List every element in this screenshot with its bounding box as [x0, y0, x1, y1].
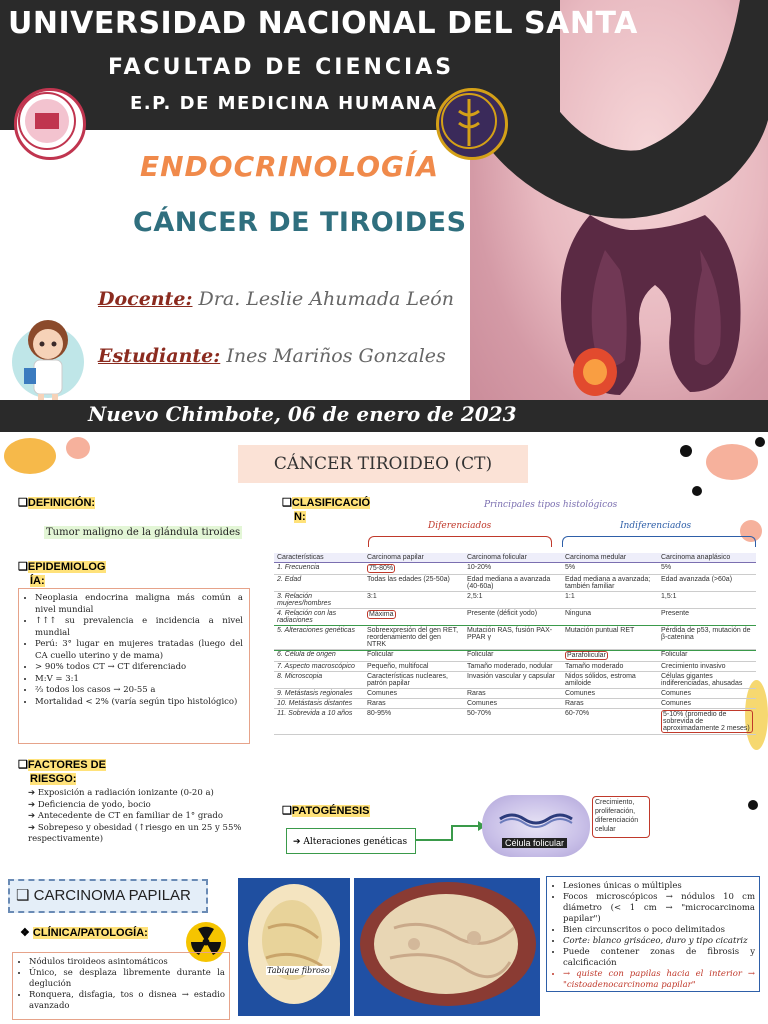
classification-table-wrapper — [274, 553, 756, 795]
table-cell: 50-70% — [464, 709, 562, 735]
table-cell: Pérdida de p53, mutación de β-catenina — [658, 626, 756, 650]
table-cell: Crecimiento invasivo — [658, 662, 756, 672]
papilar-title: ❑ CARCINOMA PAPILAR — [8, 879, 208, 913]
table-cell: Mutación RAS, fusión PAX-PPAR γ — [464, 626, 562, 650]
cover-slide — [0, 0, 768, 432]
checkbox-icon: ❑ — [16, 887, 30, 904]
list-item: • Perú: 3° lugar en mujeres tratadas (luego del CA cuello uterino y de mama) — [35, 639, 243, 662]
factores-list — [28, 788, 264, 846]
list-item: • Nódulos tiroideos asintomáticos — [29, 957, 225, 968]
clinica-box — [12, 952, 230, 1020]
table-row — [274, 563, 756, 575]
photo-label: Tabique fibroso — [267, 966, 330, 975]
teacher-name: Dra. Leslie Ahumada León — [198, 288, 454, 310]
table-cell: Características nucleares, patrón papilar — [364, 672, 464, 689]
definicion-heading: ❑DEFINICIÓN: — [18, 497, 96, 509]
table-cell: Edad mediana a avanzada; también familiar — [562, 575, 658, 592]
table-cell: 1,5:1 — [658, 592, 756, 609]
list-item: ➔ Sobrepeso y obesidad (↑riesgo en un 25 y 55% respectivamente) — [28, 822, 242, 844]
patogenesis-heading: ❑PATOGÉNESIS — [282, 805, 370, 817]
specimen-photo-2 — [354, 878, 540, 1016]
list-item: • Puede contener zonas de fibrosis y calcificación — [563, 947, 755, 969]
table-cell: Folicular — [658, 650, 756, 662]
table-cell: Comunes — [658, 699, 756, 709]
teacher-label: Docente: — [98, 288, 193, 310]
decor-blob — [66, 437, 90, 459]
table-header: Carcinoma anaplásico — [658, 553, 756, 563]
classification-table — [274, 553, 756, 735]
list-item: • ⅔ todos los casos → 20-55 a — [35, 685, 243, 697]
medicine-school-logo — [436, 88, 508, 160]
checkbox-icon: ❑ — [282, 805, 292, 817]
arrow-icon — [416, 820, 488, 844]
follicular-cell-diagram — [482, 795, 590, 857]
table-cell: 75-80% — [364, 563, 464, 575]
decor-dot — [755, 437, 765, 447]
papilar-features-box — [546, 876, 760, 992]
bracket-indiferenciados — [562, 536, 756, 547]
table-row — [274, 699, 756, 709]
table-row — [274, 609, 756, 626]
list-item: • ↑↑↑ su prevalencia e incidencia a nivel mundial — [35, 616, 243, 639]
list-item: • → quiste con papilas hacia el interior → "cistoadenocarcinoma papilar" — [563, 969, 755, 991]
row-label: 5. Alteraciones genéticas — [274, 626, 364, 650]
student-line — [98, 345, 446, 367]
table-cell: Comunes — [562, 689, 658, 699]
row-label: 2. Edad — [274, 575, 364, 592]
checkbox-icon: ❑ — [18, 497, 28, 509]
list-item: • Mortalidad < 2% (varía según tipo histológico) — [35, 697, 243, 709]
table-cell: Mutación puntual RET — [562, 626, 658, 650]
clinica-heading: ❖ CLÍNICA/PATOLOGÍA: — [20, 927, 148, 939]
table-cell: Sobreexpresión del gen RET, reordenamiento del gen NTRK — [364, 626, 464, 650]
table-row — [274, 709, 756, 735]
checkbox-icon: ❑ — [18, 561, 28, 573]
table-cell: Comunes — [658, 689, 756, 699]
epidemiologia-box — [18, 588, 250, 744]
row-label: 6. Célula de origen — [274, 650, 364, 662]
row-label: 3. Relación mujeres/hombres — [274, 592, 364, 609]
list-item: • Corte: blanco grisáceo, duro y tipo cicatriz — [563, 936, 755, 947]
list-item: • > 90% todos CT → CT diferenciado — [35, 662, 243, 674]
row-label: 10. Metástasis distantes — [274, 699, 364, 709]
table-row — [274, 689, 756, 699]
table-cell: Ninguna — [562, 609, 658, 626]
table-cell: 2,5:1 — [464, 592, 562, 609]
row-label: 4. Relación con las radiaciones — [274, 609, 364, 626]
student-label: Estudiante: — [98, 345, 221, 367]
list-item: ➔ Deficiencia de yodo, bocio — [28, 799, 151, 810]
row-label: 8. Microscopia — [274, 672, 364, 689]
table-cell: Nidos sólidos, estroma amiloide — [562, 672, 658, 689]
table-row — [274, 626, 756, 650]
table-header: Carcinoma papilar — [364, 553, 464, 563]
group-diferenciados: Diferenciados — [428, 521, 492, 531]
date-text: Nuevo Chimbote, 06 de enero de 2023 — [88, 402, 517, 426]
teacher-line — [98, 288, 454, 310]
clasificacion-heading: ❑CLASIFICACIÓ N: — [282, 497, 371, 523]
list-item: ➔ Exposición a radiación ionizante (0-20 a) — [28, 788, 214, 798]
list-item: • Focos microscópicos → nódulos 10 cm diámetro (< 1 cm → "microcarcinoma papilar") — [563, 892, 755, 925]
topic-title: CÁNCER DE TIROIDES — [133, 207, 467, 238]
table-row — [274, 592, 756, 609]
school-title: E.P. DE MEDICINA HUMANA — [130, 93, 438, 114]
table-cell: Comunes — [464, 699, 562, 709]
list-item: ➔ Antecedente de CT en familiar de 1° grado — [28, 811, 223, 821]
definicion-text: Tumor maligno de la glándula tiroides — [46, 527, 241, 538]
list-item: • Bien circunscritos o poco delimitados — [563, 925, 755, 936]
epidemiologia-heading: ❑EPIDEMIOLOG ÍA: — [18, 561, 106, 587]
table-cell: Folicular — [364, 650, 464, 662]
table-cell: 5-10% (promedio de sobrevida de aproximadamente 2 meses) — [658, 709, 756, 735]
bracket-diferenciados — [368, 536, 552, 547]
decor-dot — [748, 800, 758, 810]
table-cell: Raras — [562, 699, 658, 709]
row-label: 1. Frecuencia — [274, 563, 364, 575]
checkbox-icon: ❑ — [18, 759, 28, 771]
group-indiferenciados: Indiferenciados — [620, 521, 692, 531]
table-cell: Comunes — [364, 689, 464, 699]
decor-dot — [680, 445, 692, 457]
section-header: CÁNCER TIROIDEO (CT) — [238, 445, 528, 483]
checkbox-icon: ❑ — [282, 497, 292, 509]
table-header: Características — [274, 553, 364, 563]
list-item: • M:V = 3:1 — [35, 674, 243, 686]
decor-dot — [692, 486, 702, 496]
list-item: • Neoplasia endocrina maligna más común a nivel mundial — [35, 593, 243, 616]
table-cell: Raras — [464, 689, 562, 699]
table-header: Carcinoma medular — [562, 553, 658, 563]
table-cell: Presente (déficit yodo) — [464, 609, 562, 626]
row-label: 9. Metástasis regionales — [274, 689, 364, 699]
table-cell: 10-20% — [464, 563, 562, 575]
table-cell: Tamaño moderado, nodular — [464, 662, 562, 672]
table-cell: Células gigantes indiferenciadas, ahusadas — [658, 672, 756, 689]
decor-blob — [706, 444, 758, 480]
table-header: Carcinoma folicular — [464, 553, 562, 563]
table-cell: 5% — [658, 563, 756, 575]
list-item: • Único, se desplaza libremente durante la deglución — [29, 968, 225, 990]
list-item: • Lesiones únicas o múltiples — [563, 881, 755, 892]
table-cell: Parafolicular — [562, 650, 658, 662]
student-name: Ines Mariños Gonzales — [226, 345, 446, 367]
row-label: 11. Sobrevida a 10 años — [274, 709, 364, 735]
table-cell: 5% — [562, 563, 658, 575]
factores-heading: ❑FACTORES DE RIESGO: — [18, 759, 106, 785]
table-cell: Pequeño, multifocal — [364, 662, 464, 672]
specimen-photo-1 — [238, 878, 350, 1016]
course-title: ENDOCRINOLOGÍA — [140, 150, 440, 183]
faculty-title: FACULTAD DE CIENCIAS — [108, 55, 455, 80]
decor-blob — [4, 438, 56, 474]
clasificacion-subtitle: Principales tipos histológicos — [484, 500, 618, 510]
table-cell: Folicular — [464, 650, 562, 662]
table-row — [274, 650, 756, 662]
table-cell: Tamaño moderado — [562, 662, 658, 672]
table-cell: 80-95% — [364, 709, 464, 735]
table-cell: 3:1 — [364, 592, 464, 609]
university-logo — [14, 88, 86, 160]
table-cell: Presente — [658, 609, 756, 626]
table-cell: Edad mediana a avanzada (40-60a) — [464, 575, 562, 592]
table-cell: Raras — [364, 699, 464, 709]
table-cell: 60-70% — [562, 709, 658, 735]
list-item: • Ronquera, disfagia, tos o disnea → estadio avanzado — [29, 990, 225, 1012]
row-label: 7. Aspecto macroscópico — [274, 662, 364, 672]
university-title: UNIVERSIDAD NACIONAL DEL SANTA — [8, 6, 638, 41]
table-row — [274, 575, 756, 592]
table-row — [274, 662, 756, 672]
cell-label: Célula folicular — [502, 838, 567, 848]
table-cell: Todas las edades (25-50a) — [364, 575, 464, 592]
table-row — [274, 672, 756, 689]
patogenesis-result: Crecimiento, proliferación, diferenciación celular — [592, 796, 650, 838]
patogenesis-item: ➔ Alteraciones genéticas — [286, 828, 416, 854]
table-cell: 1:1 — [562, 592, 658, 609]
table-cell: Máxima — [364, 609, 464, 626]
table-cell: Invasión vascular y capsular — [464, 672, 562, 689]
table-cell: Edad avanzada (>60a) — [658, 575, 756, 592]
